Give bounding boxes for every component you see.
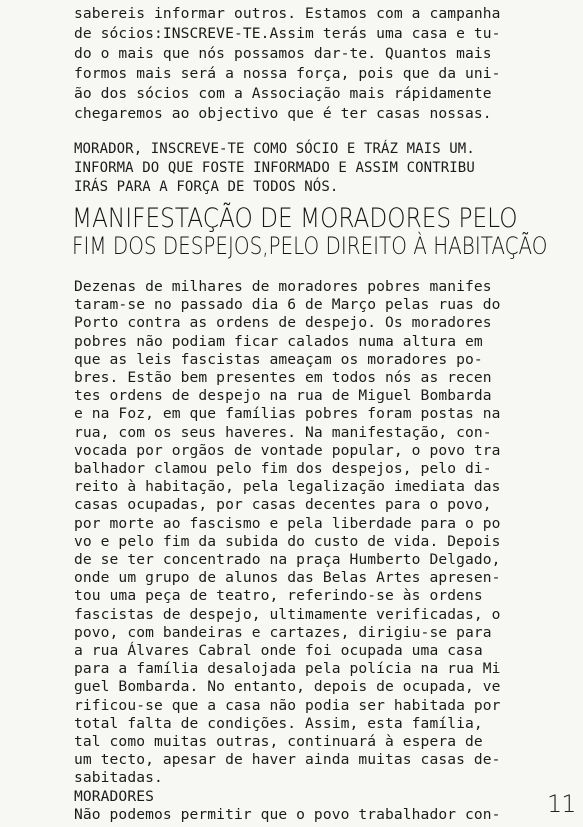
- headline-line-1: MANIFESTAÇÃO DE MORADORES PELO: [72, 203, 518, 234]
- article-body: Dezenas de milhares de moradores pobres manifes taram-se no passado dia 6 de Março pelas ruas do Porto contra as ordens de despejo. Os moradores pobres não podiam ficar calados numa altura em que as leis fascistas ameaçam os moradores po- bres. Estão bem presentes em todos nós as recen tes ordens de despejo na rua de Miguel Bombarda e na Foz, em que famílias pobres foram postas na rua, com os seus haveres. Na manifestação, con- vocada por orgãos de vontade popular, o povo tra balhador clamou pelo fim dos despejos, pelo di- reito à habitação, pela legalização imediata das casas ocupadas, por casas decentes para o povo, por morte ao fascismo e pela liberdade para o po vo e pelo fim da subida do custo de vida. Depois de se ter concentrado na praça Humberto Delgado, onde um grupo de alunos das Belas Artes apresen- tou uma peça de teatro, referindo-se às ordens fascistas de despejo, ultimamente verificadas, o povo, com bandeiras e cartazes, dirigiu-se para a rua Álvares Cabral onde foi ocupada uma casa para a família desalojada pela polícia na rua Mi guel Bombarda. No entanto, depois de ocupada, ve rificou-se que a casa não podia ser habitada por total falta de condições. Assim, esta família, tal como muitas outras, continuará à espera de um tecto, apesar de haver ainda muitas casas de- sabitadas. MORADORES Não podemos permitir que o povo trabalhador con-: [74, 278, 501, 823]
- headline-line-2: FIM DOS DESPEJOS,PELO DIREITO À HABITAÇÃO: [72, 232, 548, 260]
- membership-appeal: MORADOR, INSCREVE-TE COMO SÓCIO E TRÁZ MAIS UM. INFORMA DO QUE FOSTE INFORMADO E ASSIM CONTRIBU IRÁS PARA A FORÇA DE TODOS NÓS.: [74, 141, 475, 195]
- intro-paragraph: sabereis informar outros. Estamos com a campanha de sócios:INSCREVE-TE.Assim terás uma casa e tu- do o mais que nós possamos dar-te. Quantos mais formos mais será a nossa força, pois que da uni- ão dos sócios com a Associação mais rápidamente chegaremos ao objectivo que é ter casas nossas.: [74, 5, 501, 122]
- page-number: 11: [547, 790, 576, 818]
